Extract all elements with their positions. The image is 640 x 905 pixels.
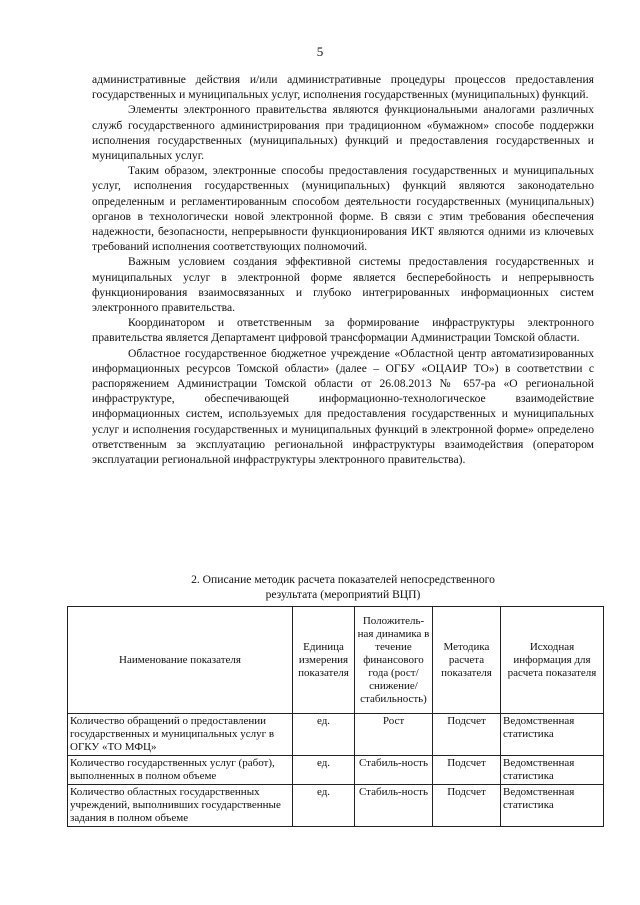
body-text	[92, 72, 594, 467]
paragraph-6: Областное государственное бюджетное учреждение «Областной центр автоматизированных информационных ресурсов Томской области» (далее – ОГБУ «ОЦАИР ТО») в соответствии с распоряжением Администрации Томской области от 26.08.2013 № 657-ра «О региональной инфраструктуре, обеспечивающей информационно-технологическое взаимодействие информационных систем, используемых для предоставления государственных и муниципальных услуг и исполнения государственных и муниципальных функций в электронной форме» определено ответственным за эксплуатацию региональной инфраструктуры взаимодействия (оператором эксплуатации региональной инфраструктуры электронного правительства).	[92, 346, 594, 467]
row-source: Ведомственная статистика	[501, 714, 604, 756]
paragraph-2: Элементы электронного правительства являются функциональными аналогами различных служб государственного администрирования при традиционном «бумажном» способе поддержки исполнения государственных (муниципальных) функций и предоставления государственных и муниципальных услуг.	[92, 103, 594, 163]
table-row	[68, 756, 604, 785]
page-number: 5	[316, 44, 324, 59]
row-unit: ед.	[293, 756, 355, 785]
row-source: Ведомственная статистика	[501, 756, 604, 785]
paragraph-3: Таким образом, электронные способы предоставления государственных и муниципальных услуг, исполнения государственных (муниципальных) функций являются законодательно определенным и регламентированным способом деятельности государственных (муниципальных) органов в технологически новой электронной форме. В связи с этим требования обеспечения надежности, безопасности, непрерывности функционирования ИКТ являются одними из ключевых требований исполнения соответствующих полномочий.	[92, 164, 594, 254]
row-unit: ед.	[293, 785, 355, 827]
row-indicator-name: Количество областных государственных учреждений, выполнивших государственные задания в полном объеме	[68, 785, 293, 827]
table-row	[68, 714, 604, 756]
row-method: Подсчет	[433, 714, 501, 756]
header-method: Методика расчета показателя	[433, 607, 501, 714]
section-heading-line-1: 2. Описание методик расчета показателей непосредственного	[191, 573, 495, 586]
row-indicator-name: Количество обращений о предоставлении государственных и муниципальных услуг в ОГКУ «ТО МФЦ»	[68, 714, 293, 756]
row-unit: ед.	[293, 714, 355, 756]
paragraph-4: Важным условием создания эффективной системы предоставления государственных и муниципальных услуг в электронной форме является бесперебойность и непрерывность функционирования взаимосвязанных и глубоко интегрированных информационных систем электронного правительства.	[92, 255, 594, 315]
row-method: Подсчет	[433, 785, 501, 827]
table-header-row	[68, 607, 604, 714]
row-indicator-name: Количество государственных услуг (работ), выполненных в полном объеме	[68, 756, 293, 785]
row-dynamics: Стабиль-ность	[355, 756, 433, 785]
paragraph-5: Координатором и ответственным за формирование инфраструктуры электронного правительства является Департамент цифровой трансформации Администрации Томской области.	[92, 316, 594, 345]
header-indicator-name: Наименование показателя	[68, 607, 293, 714]
indicators-table	[67, 606, 604, 827]
row-method: Подсчет	[433, 756, 501, 785]
table-row	[68, 785, 604, 827]
paragraph-1: административные действия и/или административные процедуры процессов предоставления государственных и муниципальных услуг, исполнения государственных (муниципальных) функций.	[92, 73, 594, 102]
section-heading-line-2: результата (мероприятий ВЦП)	[265, 588, 421, 601]
row-source: Ведомственная статистика	[501, 785, 604, 827]
header-unit: Единица измерения показателя	[293, 607, 355, 714]
row-dynamics: Стабиль-ность	[355, 785, 433, 827]
header-dynamics: Положитель-ная динамика в течение финансового года (рост/ снижение/ стабильность)	[355, 607, 433, 714]
row-dynamics: Рост	[355, 714, 433, 756]
section-heading	[92, 572, 594, 602]
header-source: Исходная информация для расчета показателя	[501, 607, 604, 714]
